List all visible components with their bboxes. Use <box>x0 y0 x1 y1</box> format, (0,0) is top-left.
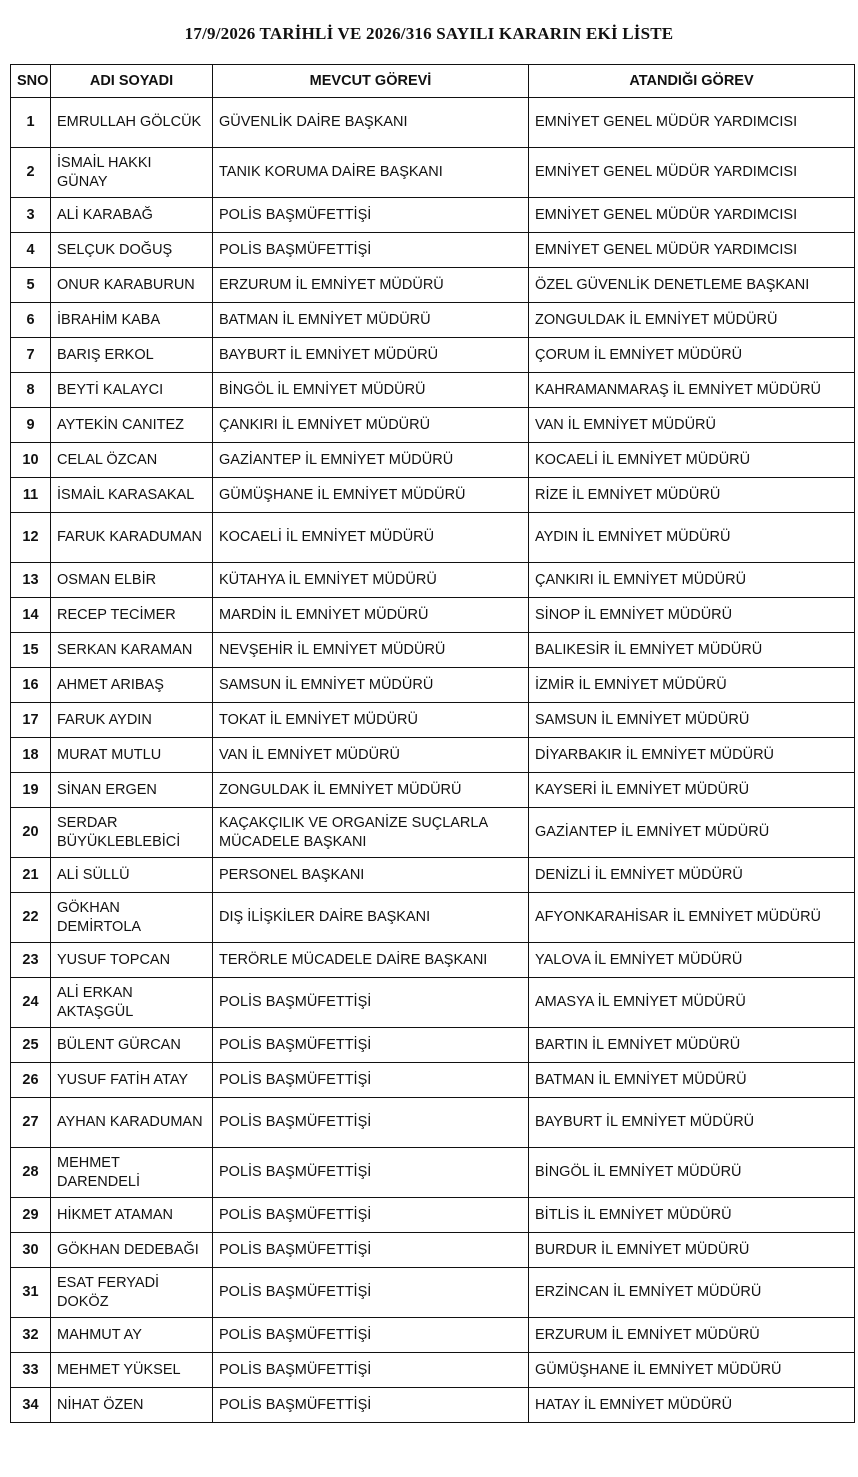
row-name: CELAL ÖZCAN <box>51 443 213 478</box>
row-assigned-duty: HATAY İL EMNİYET MÜDÜRÜ <box>529 1388 855 1423</box>
row-current-duty: POLİS BAŞMÜFETTİŞİ <box>213 1268 529 1318</box>
row-name: MAHMUT AY <box>51 1318 213 1353</box>
row-assigned-duty: AMASYA İL EMNİYET MÜDÜRÜ <box>529 978 855 1028</box>
table-row <box>11 268 855 303</box>
row-current-duty: POLİS BAŞMÜFETTİŞİ <box>213 1028 529 1063</box>
table-row <box>11 478 855 513</box>
row-assigned-duty: ERZİNCAN İL EMNİYET MÜDÜRÜ <box>529 1268 855 1318</box>
row-name: YUSUF TOPCAN <box>51 943 213 978</box>
row-sno: 25 <box>11 1028 51 1063</box>
row-sno: 2 <box>11 148 51 198</box>
row-name: GÖKHAN DEDEBAĞI <box>51 1233 213 1268</box>
row-sno: 5 <box>11 268 51 303</box>
table-row <box>11 148 855 198</box>
row-sno: 24 <box>11 978 51 1028</box>
row-assigned-duty: BARTIN İL EMNİYET MÜDÜRÜ <box>529 1028 855 1063</box>
row-name: MURAT MUTLU <box>51 738 213 773</box>
table-row <box>11 1063 855 1098</box>
table-row <box>11 1318 855 1353</box>
row-assigned-duty: EMNİYET GENEL MÜDÜR YARDIMCISI <box>529 233 855 268</box>
table-row <box>11 1268 855 1318</box>
row-assigned-duty: KAYSERİ İL EMNİYET MÜDÜRÜ <box>529 773 855 808</box>
row-current-duty: GÜVENLİK DAİRE BAŞKANI <box>213 98 529 148</box>
row-current-duty: TANIK KORUMA DAİRE BAŞKANI <box>213 148 529 198</box>
row-current-duty: POLİS BAŞMÜFETTİŞİ <box>213 198 529 233</box>
row-name: BEYTİ KALAYCI <box>51 373 213 408</box>
row-name: İBRAHİM KABA <box>51 303 213 338</box>
row-sno: 14 <box>11 598 51 633</box>
table-row <box>11 443 855 478</box>
row-sno: 4 <box>11 233 51 268</box>
row-current-duty: PERSONEL BAŞKANI <box>213 858 529 893</box>
row-assigned-duty: BİNGÖL İL EMNİYET MÜDÜRÜ <box>529 1148 855 1198</box>
row-name: ONUR KARABURUN <box>51 268 213 303</box>
row-sno: 8 <box>11 373 51 408</box>
table-row <box>11 738 855 773</box>
row-assigned-duty: BATMAN İL EMNİYET MÜDÜRÜ <box>529 1063 855 1098</box>
document-title: 17/9/2026 TARİHLİ VE 2026/316 SAYILI KARARIN EKİ LİSTE <box>184 24 674 43</box>
table-row <box>11 1233 855 1268</box>
row-current-duty: KÜTAHYA İL EMNİYET MÜDÜRÜ <box>213 563 529 598</box>
row-sno: 34 <box>11 1388 51 1423</box>
row-current-duty: ÇANKIRI İL EMNİYET MÜDÜRÜ <box>213 408 529 443</box>
row-name: NİHAT ÖZEN <box>51 1388 213 1423</box>
header-name: ADI SOYADI <box>51 65 213 98</box>
row-sno: 17 <box>11 703 51 738</box>
row-current-duty: GAZİANTEP İL EMNİYET MÜDÜRÜ <box>213 443 529 478</box>
row-name: BÜLENT GÜRCAN <box>51 1028 213 1063</box>
row-name: İSMAİL KARASAKAL <box>51 478 213 513</box>
row-name: FARUK AYDIN <box>51 703 213 738</box>
table-row <box>11 773 855 808</box>
row-name: RECEP TECİMER <box>51 598 213 633</box>
table-row <box>11 1098 855 1148</box>
row-assigned-duty: ERZURUM İL EMNİYET MÜDÜRÜ <box>529 1318 855 1353</box>
row-sno: 26 <box>11 1063 51 1098</box>
row-current-duty: GÜMÜŞHANE İL EMNİYET MÜDÜRÜ <box>213 478 529 513</box>
row-current-duty: POLİS BAŞMÜFETTİŞİ <box>213 1063 529 1098</box>
row-sno: 19 <box>11 773 51 808</box>
row-name: İSMAİL HAKKI GÜNAY <box>51 148 213 198</box>
row-sno: 9 <box>11 408 51 443</box>
table-row <box>11 1353 855 1388</box>
row-assigned-duty: GÜMÜŞHANE İL EMNİYET MÜDÜRÜ <box>529 1353 855 1388</box>
row-sno: 23 <box>11 943 51 978</box>
row-assigned-duty: KOCAELİ İL EMNİYET MÜDÜRÜ <box>529 443 855 478</box>
row-name: ALİ SÜLLÜ <box>51 858 213 893</box>
row-assigned-duty: VAN İL EMNİYET MÜDÜRÜ <box>529 408 855 443</box>
header-current-duty: MEVCUT GÖREVİ <box>213 65 529 98</box>
row-name: AYHAN KARADUMAN <box>51 1098 213 1148</box>
row-current-duty: MARDİN İL EMNİYET MÜDÜRÜ <box>213 598 529 633</box>
row-assigned-duty: SAMSUN İL EMNİYET MÜDÜRÜ <box>529 703 855 738</box>
row-assigned-duty: BURDUR İL EMNİYET MÜDÜRÜ <box>529 1233 855 1268</box>
table-row <box>11 668 855 703</box>
row-current-duty: ERZURUM İL EMNİYET MÜDÜRÜ <box>213 268 529 303</box>
row-current-duty: ZONGULDAK İL EMNİYET MÜDÜRÜ <box>213 773 529 808</box>
table-row <box>11 513 855 563</box>
row-current-duty: POLİS BAŞMÜFETTİŞİ <box>213 1098 529 1148</box>
row-name: GÖKHAN DEMİRTOLA <box>51 893 213 943</box>
row-sno: 18 <box>11 738 51 773</box>
row-sno: 31 <box>11 1268 51 1318</box>
table-row <box>11 338 855 373</box>
row-assigned-duty: DENİZLİ İL EMNİYET MÜDÜRÜ <box>529 858 855 893</box>
row-name: AYTEKİN CANITEZ <box>51 408 213 443</box>
table-row <box>11 1148 855 1198</box>
row-current-duty: BİNGÖL İL EMNİYET MÜDÜRÜ <box>213 373 529 408</box>
row-sno: 21 <box>11 858 51 893</box>
row-assigned-duty: BİTLİS İL EMNİYET MÜDÜRÜ <box>529 1198 855 1233</box>
row-name: SELÇUK DOĞUŞ <box>51 233 213 268</box>
row-current-duty: TERÖRLE MÜCADELE DAİRE BAŞKANI <box>213 943 529 978</box>
row-assigned-duty: ÇANKIRI İL EMNİYET MÜDÜRÜ <box>529 563 855 598</box>
row-assigned-duty: BAYBURT İL EMNİYET MÜDÜRÜ <box>529 1098 855 1148</box>
row-sno: 28 <box>11 1148 51 1198</box>
row-name: ALİ ERKAN AKTAŞGÜL <box>51 978 213 1028</box>
row-sno: 33 <box>11 1353 51 1388</box>
table-row <box>11 1028 855 1063</box>
table-row <box>11 98 855 148</box>
row-name: SERKAN KARAMAN <box>51 633 213 668</box>
row-sno: 29 <box>11 1198 51 1233</box>
row-assigned-duty: EMNİYET GENEL MÜDÜR YARDIMCISI <box>529 148 855 198</box>
row-name: SERDAR BÜYÜKLEBLEBİCİ <box>51 808 213 858</box>
table-row <box>11 808 855 858</box>
row-name: BARIŞ ERKOL <box>51 338 213 373</box>
row-sno: 6 <box>11 303 51 338</box>
table-row <box>11 893 855 943</box>
row-assigned-duty: GAZİANTEP İL EMNİYET MÜDÜRÜ <box>529 808 855 858</box>
row-current-duty: POLİS BAŞMÜFETTİŞİ <box>213 1388 529 1423</box>
table-row <box>11 198 855 233</box>
row-assigned-duty: ÖZEL GÜVENLİK DENETLEME BAŞKANI <box>529 268 855 303</box>
row-current-duty: BATMAN İL EMNİYET MÜDÜRÜ <box>213 303 529 338</box>
row-current-duty: POLİS BAŞMÜFETTİŞİ <box>213 1233 529 1268</box>
row-name: OSMAN ELBİR <box>51 563 213 598</box>
table-row <box>11 233 855 268</box>
row-assigned-duty: ÇORUM İL EMNİYET MÜDÜRÜ <box>529 338 855 373</box>
row-current-duty: POLİS BAŞMÜFETTİŞİ <box>213 1318 529 1353</box>
table-row <box>11 978 855 1028</box>
row-current-duty: KAÇAKÇILIK VE ORGANİZE SUÇLARLA MÜCADELE BAŞKANI <box>213 808 529 858</box>
row-sno: 20 <box>11 808 51 858</box>
table-row <box>11 633 855 668</box>
row-current-duty: DIŞ İLİŞKİLER DAİRE BAŞKANI <box>213 893 529 943</box>
row-current-duty: KOCAELİ İL EMNİYET MÜDÜRÜ <box>213 513 529 563</box>
table-row <box>11 598 855 633</box>
table-row <box>11 303 855 338</box>
row-name: SİNAN ERGEN <box>51 773 213 808</box>
row-sno: 13 <box>11 563 51 598</box>
row-current-duty: POLİS BAŞMÜFETTİŞİ <box>213 1353 529 1388</box>
row-name: MEHMET YÜKSEL <box>51 1353 213 1388</box>
row-assigned-duty: DİYARBAKIR İL EMNİYET MÜDÜRÜ <box>529 738 855 773</box>
header-assigned-duty: ATANDIĞI GÖREV <box>529 65 855 98</box>
row-assigned-duty: EMNİYET GENEL MÜDÜR YARDIMCISI <box>529 98 855 148</box>
table-row <box>11 563 855 598</box>
row-current-duty: POLİS BAŞMÜFETTİŞİ <box>213 1198 529 1233</box>
row-sno: 22 <box>11 893 51 943</box>
assignment-table <box>10 64 855 1423</box>
table-row <box>11 408 855 443</box>
row-name: YUSUF FATİH ATAY <box>51 1063 213 1098</box>
table-row <box>11 858 855 893</box>
table-row <box>11 373 855 408</box>
row-name: ALİ KARABAĞ <box>51 198 213 233</box>
row-assigned-duty: RİZE İL EMNİYET MÜDÜRÜ <box>529 478 855 513</box>
table-header-row <box>11 65 855 98</box>
row-sno: 27 <box>11 1098 51 1148</box>
row-current-duty: BAYBURT İL EMNİYET MÜDÜRÜ <box>213 338 529 373</box>
row-sno: 7 <box>11 338 51 373</box>
header-sno: SNO <box>11 65 51 98</box>
row-assigned-duty: İZMİR İL EMNİYET MÜDÜRÜ <box>529 668 855 703</box>
table-body <box>11 98 855 1423</box>
row-sno: 32 <box>11 1318 51 1353</box>
row-sno: 3 <box>11 198 51 233</box>
row-name: FARUK KARADUMAN <box>51 513 213 563</box>
row-current-duty: POLİS BAŞMÜFETTİŞİ <box>213 978 529 1028</box>
row-sno: 10 <box>11 443 51 478</box>
row-assigned-duty: KAHRAMANMARAŞ İL EMNİYET MÜDÜRÜ <box>529 373 855 408</box>
row-name: AHMET ARIBAŞ <box>51 668 213 703</box>
row-assigned-duty: SİNOP İL EMNİYET MÜDÜRÜ <box>529 598 855 633</box>
row-assigned-duty: YALOVA İL EMNİYET MÜDÜRÜ <box>529 943 855 978</box>
row-current-duty: NEVŞEHİR İL EMNİYET MÜDÜRÜ <box>213 633 529 668</box>
row-assigned-duty: AFYONKARAHİSAR İL EMNİYET MÜDÜRÜ <box>529 893 855 943</box>
row-name: HİKMET ATAMAN <box>51 1198 213 1233</box>
table-row <box>11 1388 855 1423</box>
row-current-duty: TOKAT İL EMNİYET MÜDÜRÜ <box>213 703 529 738</box>
row-current-duty: SAMSUN İL EMNİYET MÜDÜRÜ <box>213 668 529 703</box>
row-assigned-duty: AYDIN İL EMNİYET MÜDÜRÜ <box>529 513 855 563</box>
row-current-duty: POLİS BAŞMÜFETTİŞİ <box>213 1148 529 1198</box>
row-sno: 12 <box>11 513 51 563</box>
table-row <box>11 703 855 738</box>
row-assigned-duty: EMNİYET GENEL MÜDÜR YARDIMCISI <box>529 198 855 233</box>
table-row <box>11 1198 855 1233</box>
row-sno: 11 <box>11 478 51 513</box>
row-sno: 16 <box>11 668 51 703</box>
table-row <box>11 943 855 978</box>
row-name: ESAT FERYADİ DOKÖZ <box>51 1268 213 1318</box>
row-sno: 1 <box>11 98 51 148</box>
row-name: EMRULLAH GÖLCÜK <box>51 98 213 148</box>
row-assigned-duty: ZONGULDAK İL EMNİYET MÜDÜRÜ <box>529 303 855 338</box>
row-current-duty: POLİS BAŞMÜFETTİŞİ <box>213 233 529 268</box>
row-assigned-duty: BALIKESİR İL EMNİYET MÜDÜRÜ <box>529 633 855 668</box>
row-sno: 15 <box>11 633 51 668</box>
row-sno: 30 <box>11 1233 51 1268</box>
row-current-duty: VAN İL EMNİYET MÜDÜRÜ <box>213 738 529 773</box>
row-name: MEHMET DARENDELİ <box>51 1148 213 1198</box>
